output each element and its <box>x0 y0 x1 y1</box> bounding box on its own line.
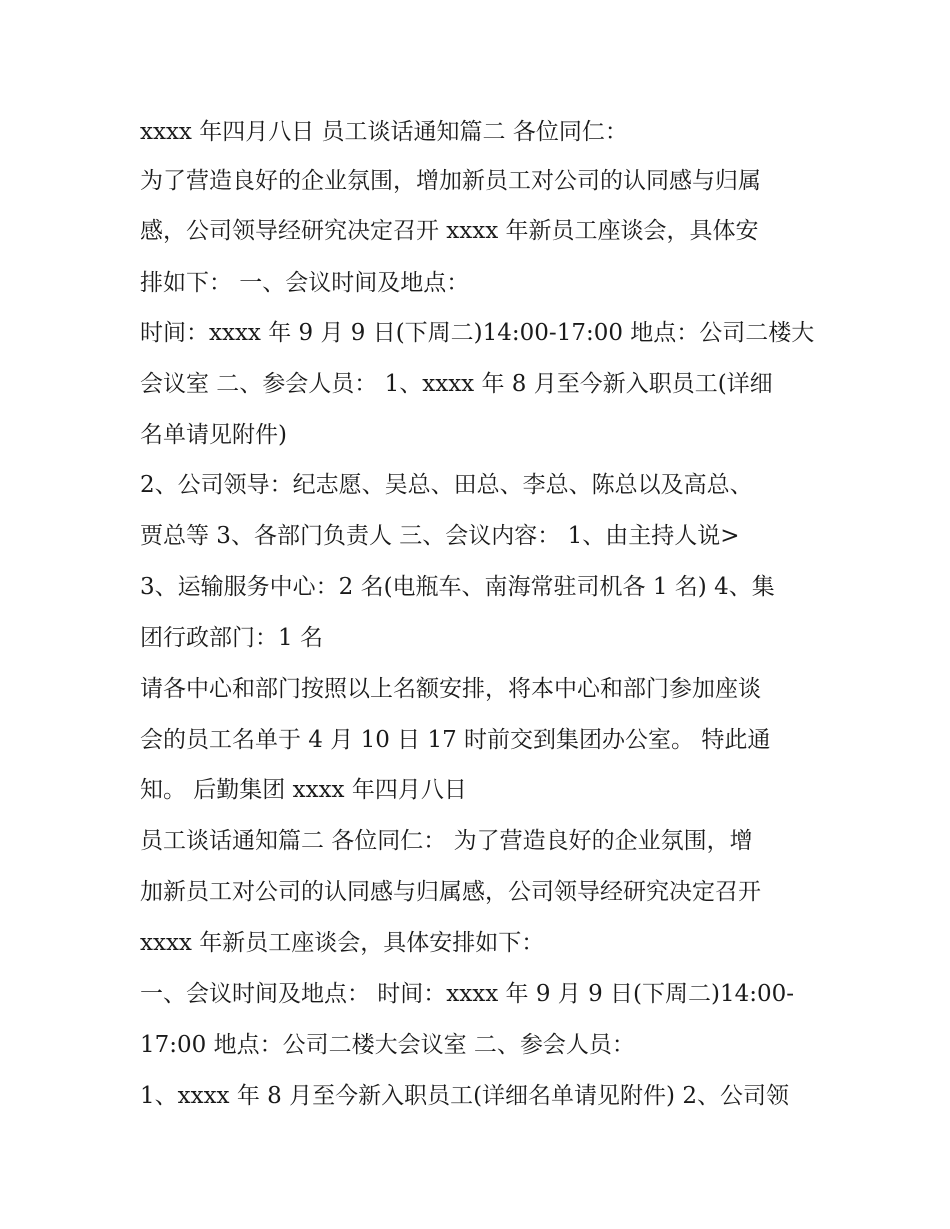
text-line: 贾总等 3、各部门负责人 三、会议内容： 1、由主持人说> <box>140 523 740 549</box>
text-line: 17:00 地点：公司二楼大会议室 二、参会人员： <box>140 1032 635 1058</box>
text-line: 排如下： 一、会议时间及地点： <box>140 270 470 296</box>
text-line: 请各中心和部门按照以上名额安排，将本中心和部门参加座谈 <box>140 676 761 702</box>
text-line: 2、公司领导：纪志愿、吴总、田总、李总、陈总以及高总、 <box>140 472 753 498</box>
text-line: 3、运输服务中心：2 名(电瓶车、南海常驻司机各 1 名) 4、集 <box>140 574 775 600</box>
text-line: 感，公司领导经研究决定召开 xxxx 年新员工座谈会，具体安 <box>140 218 759 244</box>
text-line: 加新员工对公司的认同感与归属感，公司领导经研究决定召开 <box>140 879 761 905</box>
text-line: 团行政部门：1 名 <box>140 625 323 651</box>
text-line: 会的员工名单于 4 月 10 日 17 时前交到集团办公室。 特此通 <box>140 727 771 753</box>
text-line: 1、xxxx 年 8 月至今新入职员工(详细名单请见附件) 2、公司领 <box>140 1083 789 1109</box>
text-line: 知。 后勤集团 xxxx 年四月八日 <box>140 777 467 803</box>
text-line: 员工谈话通知篇二 各位同仁： 为了营造良好的企业氛围，增 <box>140 828 753 854</box>
text-line: 会议室 二、参会人员： 1、xxxx 年 8 月至今新入职员工(详细 <box>140 371 773 397</box>
text-line: 一、会议时间及地点： 时间：xxxx 年 9 月 9 日(下周二)14:00- <box>140 981 795 1007</box>
text-line: 为了营造良好的企业氛围，增加新员工对公司的认同感与归属 <box>140 168 761 194</box>
text-line: xxxx 年四月八日 员工谈话通知篇二 各位同仁： <box>140 119 628 145</box>
text-line: xxxx 年新员工座谈会，具体安排如下： <box>140 930 545 956</box>
text-line: 名单请见附件) <box>140 422 287 448</box>
text-line: 时间：xxxx 年 9 月 9 日(下周二)14:00-17:00 地点：公司二楼大 <box>140 320 815 346</box>
